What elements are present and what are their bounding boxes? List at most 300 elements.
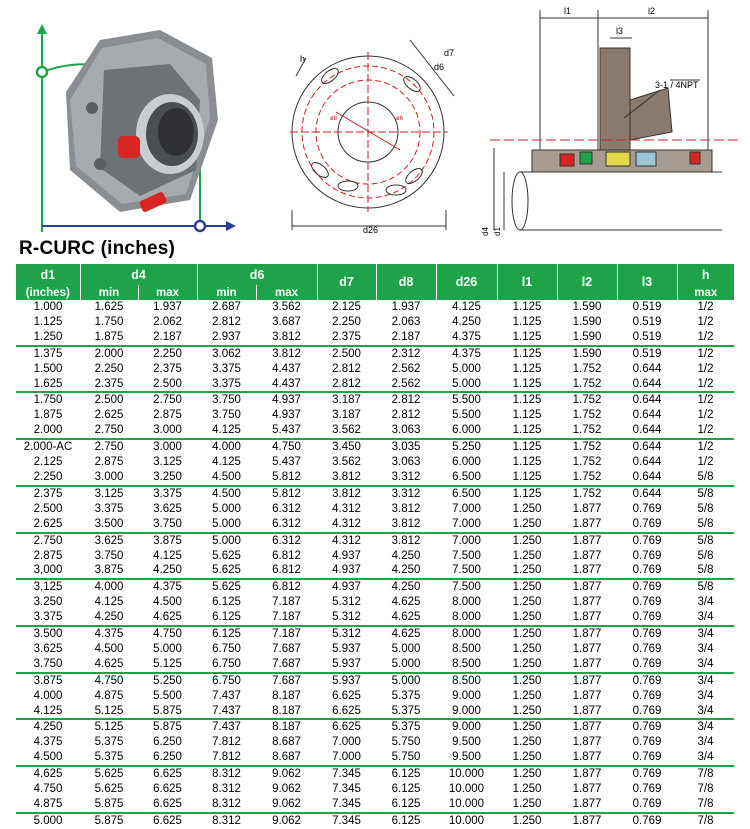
cell-d4-max: 2.250 bbox=[138, 346, 197, 362]
label-d26: d26 bbox=[363, 225, 379, 235]
cell-d4-min: 4.750 bbox=[80, 673, 138, 689]
cell-d6-min: 6.125 bbox=[212, 611, 241, 624]
cell-d1: 1.250 bbox=[33, 330, 63, 343]
cell-d4-max: 2.187 bbox=[153, 330, 182, 343]
cell-d8: 2.812 bbox=[391, 409, 421, 422]
cell-d6-max: 3.812 bbox=[272, 330, 301, 343]
cell-d7: 7.345 bbox=[317, 766, 376, 782]
cell-l1: 1.250 bbox=[512, 657, 542, 670]
cell-d6-min: 8.312 bbox=[197, 813, 256, 829]
cell-d6-min: 5.000 bbox=[212, 517, 241, 530]
cell-l2: 1.752 bbox=[572, 377, 602, 390]
cell-d6-max: 8.687 bbox=[272, 751, 301, 764]
cell-d6-max: 3.812 bbox=[256, 346, 317, 362]
cell-d6-max: 7.187 bbox=[272, 596, 301, 609]
cell-h-max: 5/8 bbox=[697, 564, 714, 577]
cell-d6-min: 3.750 bbox=[197, 392, 256, 408]
label-o6: ø6 bbox=[396, 116, 404, 122]
cell-d1: 1.875 bbox=[33, 409, 63, 422]
cell-d1: 1.000 bbox=[33, 301, 63, 313]
cell-l2: 1.752 bbox=[572, 470, 602, 483]
table-row bbox=[16, 657, 734, 673]
cell-d7: 4.312 bbox=[332, 517, 361, 530]
cell-l2: 1.877 bbox=[572, 657, 602, 670]
cell-h-max: 7/8 bbox=[677, 766, 734, 782]
cell-d6-max: 6.812 bbox=[272, 549, 301, 562]
cell-d26: 5.000 bbox=[452, 377, 481, 390]
cell-h-max: 3/4 bbox=[697, 657, 714, 670]
table-row bbox=[16, 735, 734, 750]
header-d4-max: max bbox=[138, 285, 197, 300]
cell-d6-max: 6.312 bbox=[272, 517, 301, 530]
table-row bbox=[16, 517, 734, 533]
header-d1: d1 bbox=[16, 264, 80, 285]
cell-d8: 4.625 bbox=[376, 626, 436, 642]
cell-d26: 9.500 bbox=[452, 736, 481, 749]
cell-d6-min: 4.000 bbox=[197, 439, 256, 455]
cell-d6-min: 8.312 bbox=[212, 798, 241, 810]
cell-d4-max: 2.875 bbox=[153, 409, 182, 422]
cell-d7: 2.125 bbox=[332, 301, 361, 313]
cell-d26: 4.375 bbox=[436, 346, 497, 362]
cell-d1: 3.375 bbox=[33, 611, 63, 624]
cell-d7: 7.000 bbox=[332, 751, 361, 764]
cell-d8: 3.035 bbox=[376, 439, 436, 455]
cell-d4-max: 4.125 bbox=[153, 549, 182, 562]
cell-l2: 1.877 bbox=[572, 783, 602, 796]
table-row bbox=[16, 533, 734, 549]
cell-d7: 7.000 bbox=[332, 736, 361, 749]
cell-d6-min: 7.437 bbox=[212, 704, 241, 717]
cell-d6-min: 7.812 bbox=[212, 736, 241, 749]
cell-l3: 0.769 bbox=[617, 813, 677, 829]
cell-l1: 1.250 bbox=[497, 579, 557, 595]
table-row bbox=[16, 689, 734, 704]
cell-l2: 1.877 bbox=[572, 502, 602, 515]
cell-d6-max: 7.187 bbox=[256, 626, 317, 642]
table-row bbox=[16, 346, 734, 362]
cell-d1: 2.500 bbox=[33, 502, 63, 515]
cell-h-max: 5/8 bbox=[677, 533, 734, 549]
cell-d1: 3.250 bbox=[33, 596, 63, 609]
cell-d6-min: 3.062 bbox=[197, 346, 256, 362]
cell-d1: 2.000-AC bbox=[16, 439, 80, 455]
cell-d4-min: 2.250 bbox=[94, 362, 124, 375]
cell-d7: 3.812 bbox=[317, 486, 376, 502]
cell-d6-min: 3.750 bbox=[212, 409, 241, 422]
cell-d4-min: 2.000 bbox=[80, 346, 138, 362]
cell-h-max: 7/8 bbox=[697, 783, 714, 796]
label-d7: d7 bbox=[444, 48, 455, 58]
cell-h-max: 1/2 bbox=[677, 346, 734, 362]
cell-d4-max: 6.250 bbox=[153, 736, 182, 749]
cell-d7: 4.312 bbox=[317, 533, 376, 549]
cell-d7: 4.937 bbox=[317, 579, 376, 595]
header-l2: l2 bbox=[557, 264, 617, 300]
cell-l1: 1.125 bbox=[497, 392, 557, 408]
cell-d7: 3.450 bbox=[317, 439, 376, 455]
cell-d1: 2.375 bbox=[16, 486, 80, 502]
cell-d6-min: 2.812 bbox=[212, 315, 241, 328]
cell-d4-min: 5.625 bbox=[94, 783, 124, 796]
cell-d4-max: 5.875 bbox=[138, 719, 197, 735]
cell-h-max: 5/8 bbox=[697, 517, 714, 530]
cell-h-max: 1/2 bbox=[697, 456, 714, 469]
cell-d6-max: 9.062 bbox=[272, 798, 301, 810]
cell-d26: 9.000 bbox=[452, 704, 481, 717]
cell-l2: 1.590 bbox=[572, 315, 602, 328]
cell-d6-max: 4.437 bbox=[272, 362, 301, 375]
cell-h-max: 1/2 bbox=[697, 362, 714, 375]
cell-l2: 1.877 bbox=[557, 766, 617, 782]
cell-d4-min: 4.250 bbox=[94, 611, 124, 624]
cell-l3: 0.769 bbox=[617, 766, 677, 782]
cell-d26: 5.500 bbox=[452, 409, 481, 422]
cell-l3: 0.644 bbox=[632, 470, 662, 483]
cell-d4-min: 5.875 bbox=[94, 798, 124, 810]
label-d4: d4 bbox=[481, 227, 490, 236]
cell-d4-min: 1.875 bbox=[94, 330, 124, 343]
cell-d1: 2.000 bbox=[33, 424, 63, 437]
cell-l2: 1.877 bbox=[572, 642, 602, 655]
red-plug-icon bbox=[118, 136, 140, 158]
cell-h-max: 1/2 bbox=[697, 377, 714, 390]
table-row bbox=[16, 502, 734, 517]
header-d6-max: max bbox=[256, 285, 317, 300]
cell-d6-min: 7.437 bbox=[197, 719, 256, 735]
cell-h-max: 3/4 bbox=[697, 736, 714, 749]
cell-d7: 3.187 bbox=[317, 392, 376, 408]
cell-d1: 3.875 bbox=[16, 673, 80, 689]
cell-d4-min: 5.875 bbox=[80, 813, 138, 829]
cell-d4-max: 3.000 bbox=[138, 439, 197, 455]
cell-l2: 1.590 bbox=[572, 330, 602, 343]
cell-l2: 1.590 bbox=[557, 346, 617, 362]
cell-d26: 4.125 bbox=[452, 301, 481, 313]
table-row bbox=[16, 750, 734, 766]
cell-l3: 0.644 bbox=[632, 362, 662, 375]
cell-d26: 8.500 bbox=[436, 673, 497, 689]
cell-h-max: 5/8 bbox=[697, 549, 714, 562]
cell-d4-max: 3.000 bbox=[153, 424, 182, 437]
cell-d6-min: 7.812 bbox=[212, 751, 241, 764]
cell-l2: 1.877 bbox=[572, 549, 602, 562]
cell-h-max: 1/2 bbox=[677, 439, 734, 455]
cell-d8: 6.125 bbox=[376, 766, 436, 782]
table-row bbox=[16, 362, 734, 377]
cell-d8: 4.625 bbox=[391, 611, 421, 624]
cell-d8: 5.375 bbox=[391, 704, 421, 717]
cell-d6-max: 8.187 bbox=[272, 689, 301, 702]
table-row bbox=[16, 300, 734, 315]
cell-d1: 1.375 bbox=[16, 346, 80, 362]
cell-d8: 6.125 bbox=[391, 798, 421, 810]
cell-l1: 1.250 bbox=[512, 798, 542, 810]
cell-d1: 3.625 bbox=[33, 642, 63, 655]
cell-l3: 0.769 bbox=[632, 564, 662, 577]
header-d8: d8 bbox=[376, 264, 436, 300]
cell-d4-min: 4.000 bbox=[80, 579, 138, 595]
cell-d26: 8.500 bbox=[452, 642, 481, 655]
cell-d6-max: 9.062 bbox=[256, 813, 317, 829]
cell-l1: 1.250 bbox=[512, 751, 542, 764]
cell-d7: 7.345 bbox=[332, 783, 361, 796]
cell-d8: 3.812 bbox=[391, 502, 421, 515]
cell-l1: 1.250 bbox=[512, 549, 542, 562]
cell-d26: 9.500 bbox=[452, 751, 481, 764]
cell-d26: 8.500 bbox=[452, 657, 481, 670]
cell-d6-min: 8.312 bbox=[212, 783, 241, 796]
cell-d7: 5.312 bbox=[332, 596, 361, 609]
cell-d4-max: 6.625 bbox=[153, 783, 182, 796]
cell-d6-min: 4.500 bbox=[212, 470, 241, 483]
cell-h-max: 1/2 bbox=[697, 424, 714, 437]
cell-l2: 1.877 bbox=[572, 751, 602, 764]
cell-d26: 10.000 bbox=[448, 783, 485, 796]
cell-d8: 2.063 bbox=[391, 315, 421, 328]
cell-d6-max: 5.437 bbox=[272, 424, 301, 437]
cell-l2: 1.877 bbox=[557, 673, 617, 689]
cell-d4-max: 5.000 bbox=[153, 642, 182, 655]
cell-d7: 3.187 bbox=[332, 409, 361, 422]
cell-l1: 1.250 bbox=[512, 502, 542, 515]
table-row bbox=[16, 439, 734, 455]
cell-l3: 0.769 bbox=[632, 736, 662, 749]
cell-l3: 0.769 bbox=[632, 549, 662, 562]
cell-d4-max: 2.062 bbox=[153, 315, 182, 328]
table-row bbox=[16, 626, 734, 642]
table-row bbox=[16, 423, 734, 439]
cell-l3: 0.769 bbox=[617, 533, 677, 549]
cell-l2: 1.752 bbox=[557, 439, 617, 455]
cell-d4-max: 4.500 bbox=[153, 596, 182, 609]
table-row bbox=[16, 610, 734, 626]
cell-d1: 4.875 bbox=[33, 798, 63, 810]
cell-d8: 5.750 bbox=[391, 751, 421, 764]
cell-d7: 5.312 bbox=[332, 611, 361, 624]
cell-d6-max: 8.187 bbox=[272, 704, 301, 717]
cell-d4-max: 3.625 bbox=[153, 502, 182, 515]
cell-l3: 0.769 bbox=[632, 657, 662, 670]
cell-d6-min: 6.750 bbox=[212, 657, 241, 670]
table-row bbox=[16, 642, 734, 657]
cell-d4-max: 4.625 bbox=[153, 611, 182, 624]
cell-d6-min: 3.375 bbox=[212, 362, 241, 375]
cell-d6-min: 6.750 bbox=[212, 642, 241, 655]
cell-l3: 0.519 bbox=[632, 315, 662, 328]
section-view-drawing bbox=[490, 10, 740, 230]
cell-d8: 3.812 bbox=[376, 533, 436, 549]
cell-d7: 5.937 bbox=[332, 642, 361, 655]
cell-l3: 0.644 bbox=[632, 424, 662, 437]
table-row bbox=[16, 766, 734, 782]
cell-l1: 1.250 bbox=[512, 783, 542, 796]
cell-l2: 1.877 bbox=[557, 813, 617, 829]
cell-d8: 3.312 bbox=[391, 470, 421, 483]
cell-d6-max: 6.812 bbox=[256, 579, 317, 595]
cell-l1: 1.250 bbox=[512, 564, 542, 577]
seal-product-photo bbox=[37, 24, 236, 232]
cell-d7: 5.937 bbox=[332, 657, 361, 670]
table-row bbox=[16, 673, 734, 689]
label-l1: l1 bbox=[564, 6, 572, 16]
cell-d6-min: 5.625 bbox=[197, 579, 256, 595]
cell-l2: 1.752 bbox=[557, 392, 617, 408]
cell-d6-min: 5.000 bbox=[212, 502, 241, 515]
cell-d8: 2.187 bbox=[391, 330, 421, 343]
cell-d1: 4.500 bbox=[33, 751, 63, 764]
cell-l1: 1.125 bbox=[497, 486, 557, 502]
cell-l3: 0.519 bbox=[617, 346, 677, 362]
cell-l3: 0.769 bbox=[632, 798, 662, 810]
cell-l1: 1.250 bbox=[497, 766, 557, 782]
label-h: h bbox=[300, 54, 306, 64]
cell-d1: 2.625 bbox=[33, 517, 63, 530]
cell-h-max: 5/8 bbox=[697, 502, 714, 515]
header-h: h bbox=[677, 264, 734, 285]
cell-d7: 2.375 bbox=[332, 330, 361, 343]
cell-d7: 3.812 bbox=[332, 470, 361, 483]
cell-h-max: 5/8 bbox=[677, 486, 734, 502]
cell-d4-min: 2.875 bbox=[94, 456, 124, 469]
cell-d4-min: 3.750 bbox=[94, 549, 124, 562]
cell-h-max: 3/4 bbox=[677, 719, 734, 735]
cell-l3: 0.644 bbox=[632, 377, 662, 390]
header-d4: d4 bbox=[80, 264, 197, 285]
table-row bbox=[16, 595, 734, 610]
cell-d6-max: 8.687 bbox=[272, 736, 301, 749]
cell-d26: 7.500 bbox=[452, 549, 481, 562]
cell-d6-max: 9.062 bbox=[256, 766, 317, 782]
cell-d4-max: 5.500 bbox=[153, 689, 182, 702]
cell-d7: 3.562 bbox=[332, 424, 361, 437]
label-npt: 3-1 / 4NPT bbox=[655, 80, 699, 90]
table-body bbox=[16, 300, 734, 829]
cell-d8: 2.312 bbox=[376, 346, 436, 362]
cell-d6-min: 2.937 bbox=[212, 330, 241, 343]
cell-d8: 5.375 bbox=[376, 719, 436, 735]
cell-d8: 6.125 bbox=[391, 783, 421, 796]
cell-h-max: 1/2 bbox=[697, 330, 714, 343]
cell-l1: 1.250 bbox=[512, 736, 542, 749]
cell-d4-min: 5.375 bbox=[94, 736, 124, 749]
cell-d8: 5.000 bbox=[391, 657, 421, 670]
cell-d26: 10.000 bbox=[436, 813, 497, 829]
table-row bbox=[16, 549, 734, 564]
cell-l1: 1.125 bbox=[512, 301, 542, 313]
cell-d4-min: 4.125 bbox=[94, 596, 124, 609]
cell-d6-max: 4.437 bbox=[272, 377, 301, 390]
cell-d6-max: 6.812 bbox=[272, 564, 301, 577]
cell-l3: 0.769 bbox=[617, 673, 677, 689]
cell-d6-max: 7.687 bbox=[272, 642, 301, 655]
cell-d4-max: 4.750 bbox=[138, 626, 197, 642]
cell-d26: 8.000 bbox=[452, 596, 481, 609]
cell-l3: 0.769 bbox=[632, 642, 662, 655]
cell-d4-min: 4.375 bbox=[80, 626, 138, 642]
cell-d26: 6.500 bbox=[452, 470, 481, 483]
cell-l2: 1.877 bbox=[572, 517, 602, 530]
cell-d4-max: 2.750 bbox=[138, 392, 197, 408]
cell-d4-max: 5.125 bbox=[153, 657, 182, 670]
cell-d6-min: 6.125 bbox=[197, 626, 256, 642]
cell-d8: 3.312 bbox=[376, 486, 436, 502]
cell-d4-max: 2.375 bbox=[153, 362, 182, 375]
cell-d6-min: 5.625 bbox=[212, 564, 241, 577]
cell-d8: 3.063 bbox=[391, 424, 421, 437]
cell-l3: 0.769 bbox=[632, 783, 662, 796]
cell-d4-min: 4.500 bbox=[94, 642, 124, 655]
header-d4-min: min bbox=[80, 285, 138, 300]
cell-d4-max: 3.125 bbox=[153, 456, 182, 469]
cell-d8: 4.625 bbox=[391, 596, 421, 609]
cell-l2: 1.877 bbox=[572, 611, 602, 624]
cell-d6-min: 2.687 bbox=[212, 301, 241, 313]
cell-l1: 1.125 bbox=[512, 409, 542, 422]
cell-l1: 1.125 bbox=[512, 362, 542, 375]
cell-l3: 0.769 bbox=[632, 502, 662, 515]
cell-d6-min: 5.625 bbox=[212, 549, 241, 562]
cell-l2: 1.877 bbox=[572, 736, 602, 749]
cell-d7: 4.937 bbox=[332, 564, 361, 577]
cell-h-max: 1/2 bbox=[697, 301, 714, 313]
table-row bbox=[16, 813, 734, 829]
cell-d6-min: 5.000 bbox=[197, 533, 256, 549]
cell-d6-max: 7.187 bbox=[272, 611, 301, 624]
cell-d8: 2.812 bbox=[376, 392, 436, 408]
cell-d4-min: 3.875 bbox=[94, 564, 124, 577]
cell-d26: 6.500 bbox=[436, 486, 497, 502]
table-row bbox=[16, 486, 734, 502]
cell-h-max: 3/4 bbox=[677, 673, 734, 689]
cell-d4-min: 3.500 bbox=[94, 517, 124, 530]
cell-d6-max: 3.562 bbox=[272, 301, 301, 313]
cell-d7: 2.250 bbox=[332, 315, 361, 328]
cell-l2: 1.877 bbox=[572, 689, 602, 702]
cell-l3: 0.769 bbox=[632, 517, 662, 530]
cell-d4-max: 4.250 bbox=[153, 564, 182, 577]
cell-d7: 5.937 bbox=[317, 673, 376, 689]
cell-h-max: 1/2 bbox=[697, 315, 714, 328]
cell-l3: 0.769 bbox=[617, 579, 677, 595]
cell-d6-max: 4.750 bbox=[256, 439, 317, 455]
cell-d4-min: 5.125 bbox=[94, 704, 124, 717]
cell-l1: 1.250 bbox=[497, 673, 557, 689]
cell-d7: 2.812 bbox=[332, 377, 361, 390]
cell-l2: 1.877 bbox=[572, 564, 602, 577]
cell-d4-min: 3.375 bbox=[94, 502, 124, 515]
cell-l3: 0.519 bbox=[632, 330, 662, 343]
header-l3: l3 bbox=[617, 264, 677, 300]
cell-d4-min: 2.500 bbox=[80, 392, 138, 408]
cell-l3: 0.644 bbox=[632, 409, 662, 422]
cell-d4-max: 5.250 bbox=[138, 673, 197, 689]
header-d1-unit: (inches) bbox=[16, 285, 80, 300]
cell-l1: 1.250 bbox=[512, 704, 542, 717]
header-l1: l1 bbox=[497, 264, 557, 300]
cell-d26: 6.000 bbox=[452, 456, 481, 469]
cell-l1: 1.250 bbox=[497, 719, 557, 735]
cell-d26: 5.250 bbox=[436, 439, 497, 455]
cell-d4-max: 3.750 bbox=[153, 517, 182, 530]
cell-d4-max: 6.625 bbox=[138, 766, 197, 782]
cell-h-max: 3/4 bbox=[677, 626, 734, 642]
cell-l1: 1.125 bbox=[497, 439, 557, 455]
cell-h-max: 3/4 bbox=[697, 596, 714, 609]
cell-l1: 1.250 bbox=[497, 626, 557, 642]
cell-h-max: 3/4 bbox=[697, 704, 714, 717]
cell-d1: 1.500 bbox=[33, 362, 63, 375]
